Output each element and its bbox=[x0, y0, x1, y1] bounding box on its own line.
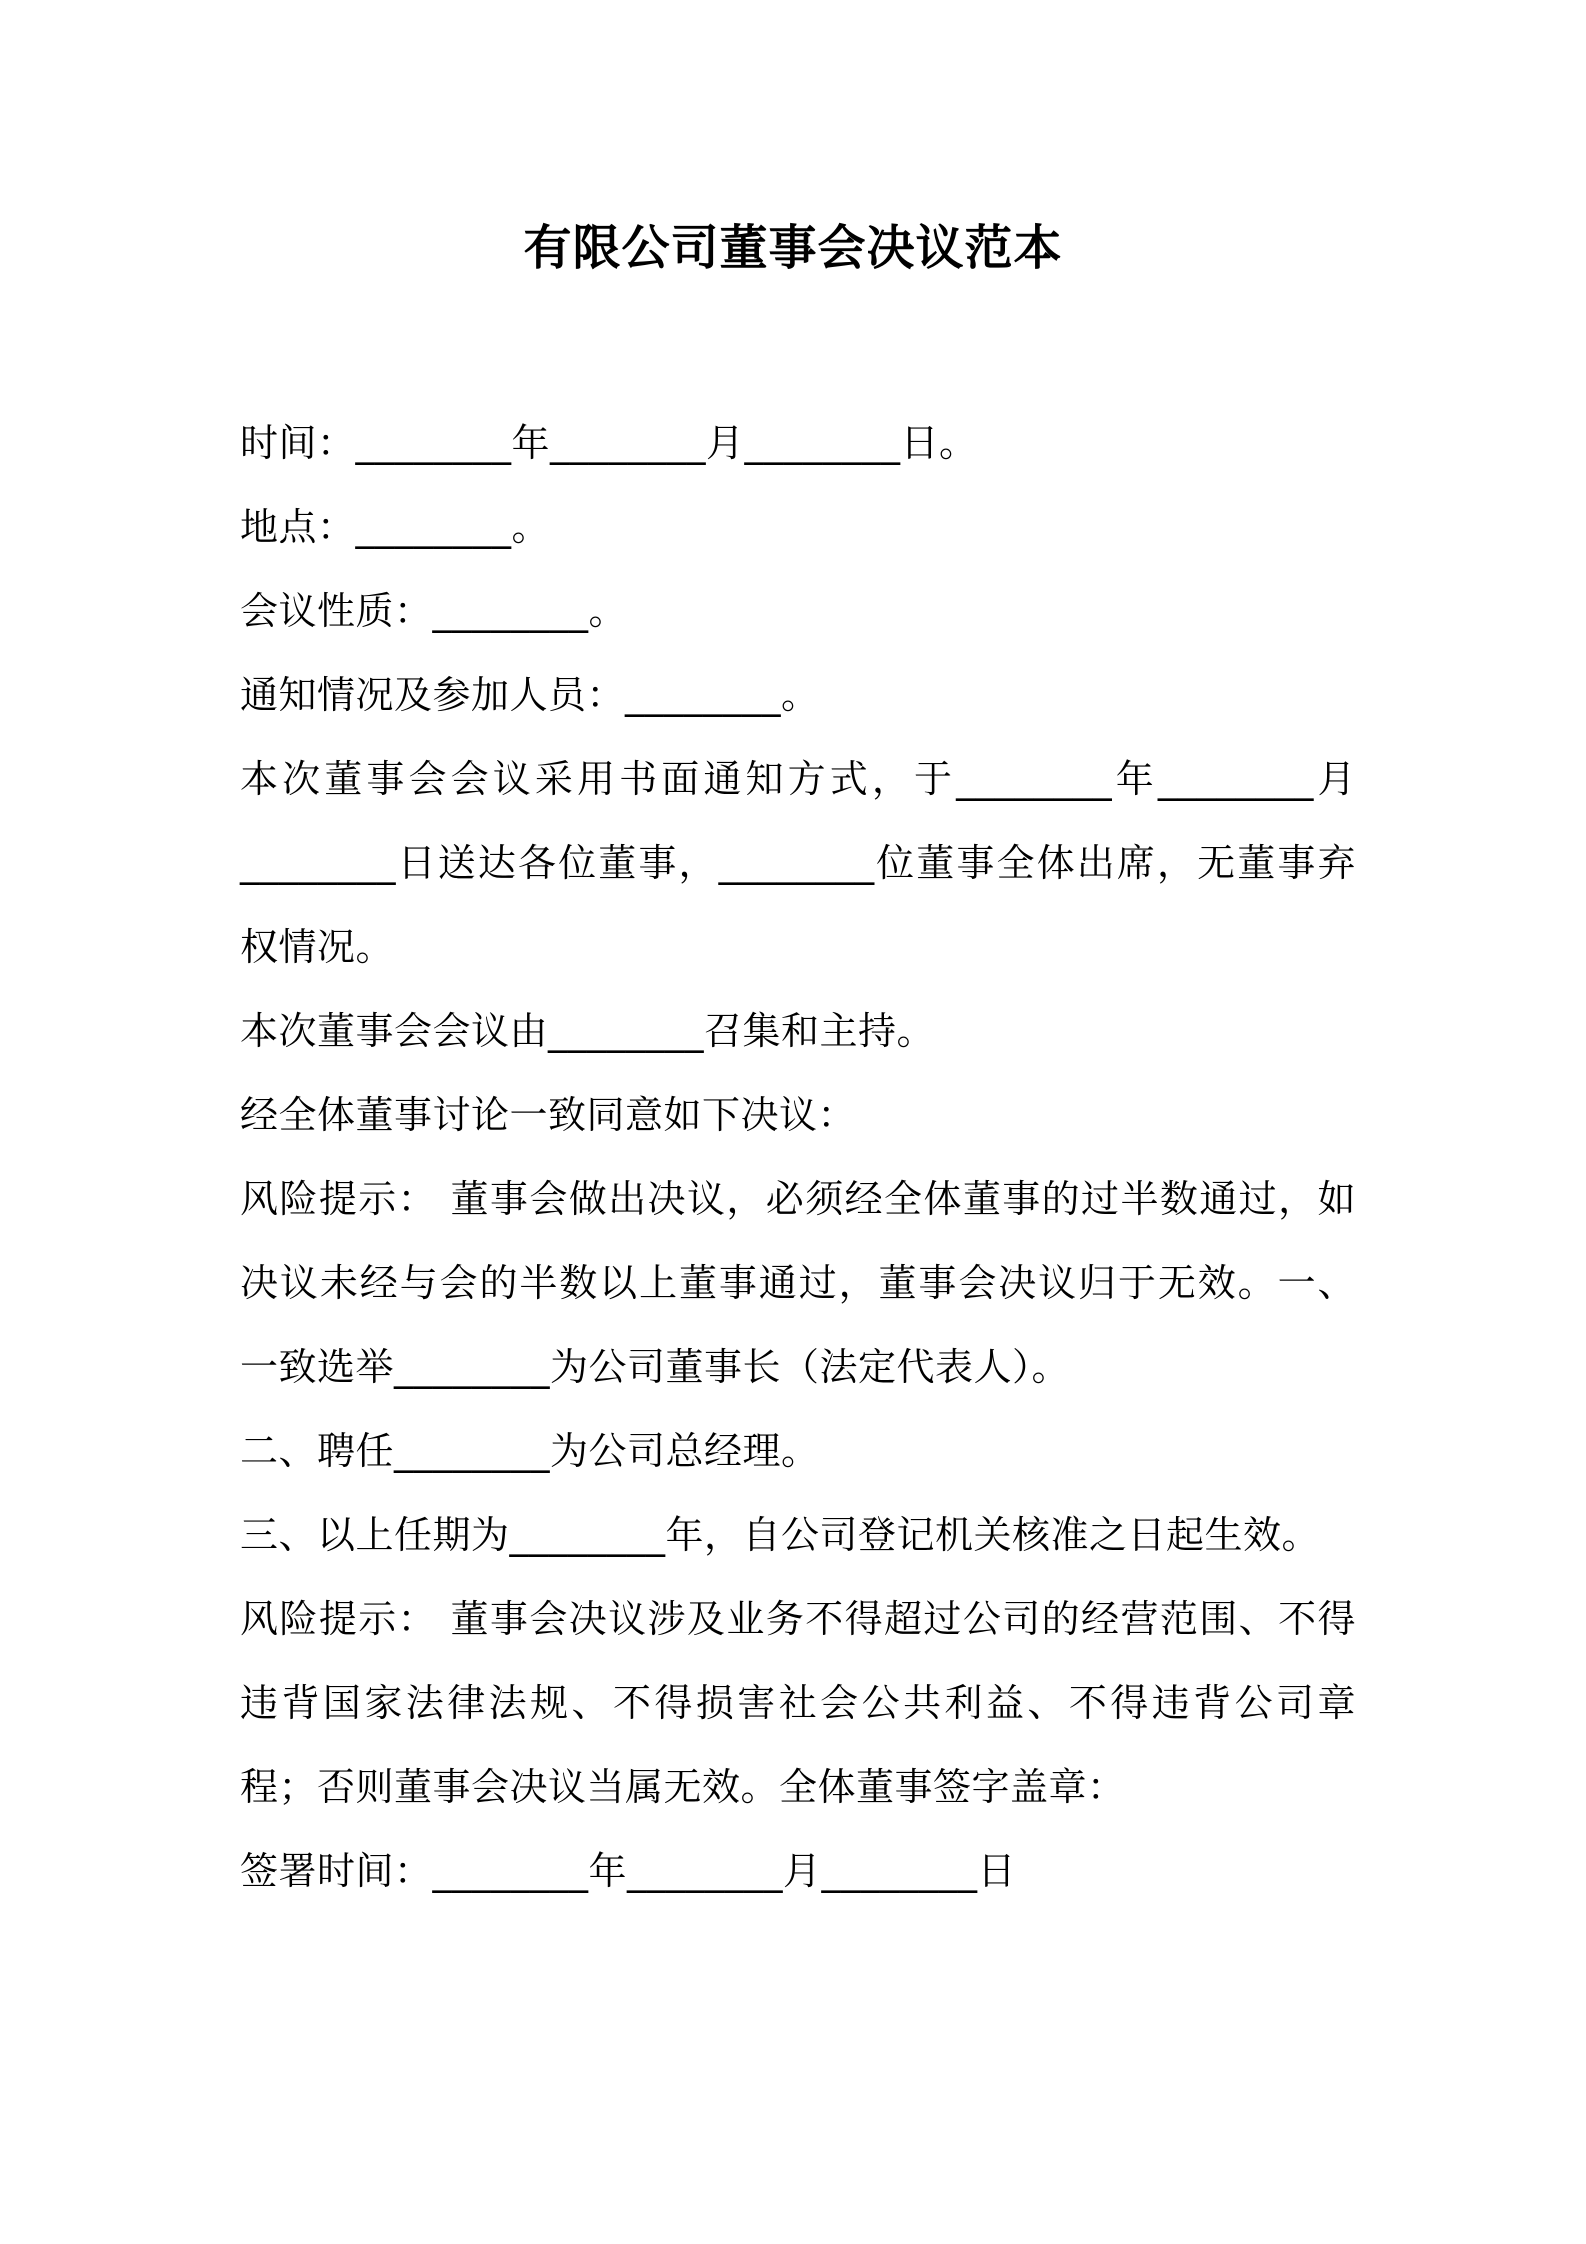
meeting-location-line: 地点：________。 bbox=[240, 505, 551, 549]
risk-notice-paragraph-1: 风险提示： 董事会做出决议，必须经全体董事的过半数通过，如决议未经与会的半数以上董事通过，董事会决议归于无效。一、一致选举________为公司董事长（法定代表人）。 bbox=[240, 1177, 1356, 1389]
resolution-item-2: 二、聘任________为公司总经理。 bbox=[240, 1429, 820, 1473]
risk-notice-paragraph-2: 风险提示： 董事会决议涉及业务不得超过公司的经营范围、不得违背国家法律法规、不得损害社会公共利益、不得违背公司章程；否则董事会决议当属无效。全体董事签字盖章： bbox=[240, 1597, 1356, 1809]
signing-time-line: 签署时间：________年________月________日 bbox=[240, 1849, 1017, 1893]
resolution-intro-line: 经全体董事讨论一致同意如下决议： bbox=[240, 1093, 857, 1137]
document-body bbox=[240, 401, 1356, 1913]
convener-line: 本次董事会会议由________召集和主持。 bbox=[240, 1009, 936, 1053]
resolution-item-3: 三、以上任期为________年，自公司登记机关核准之日起生效。 bbox=[240, 1513, 1321, 1557]
meeting-time-line: 时间：________年________月________日。 bbox=[240, 421, 978, 465]
document-title: 有限公司董事会决议范本 bbox=[523, 220, 1063, 276]
notice-attendees-line: 通知情况及参加人员：________。 bbox=[240, 673, 820, 717]
notice-method-paragraph: 本次董事会会议采用书面通知方式，于________年________月________日送达各位董事，________位董事全体出席，无董事弃权情况。 bbox=[240, 757, 1356, 969]
meeting-nature-line: 会议性质：________。 bbox=[240, 589, 628, 633]
